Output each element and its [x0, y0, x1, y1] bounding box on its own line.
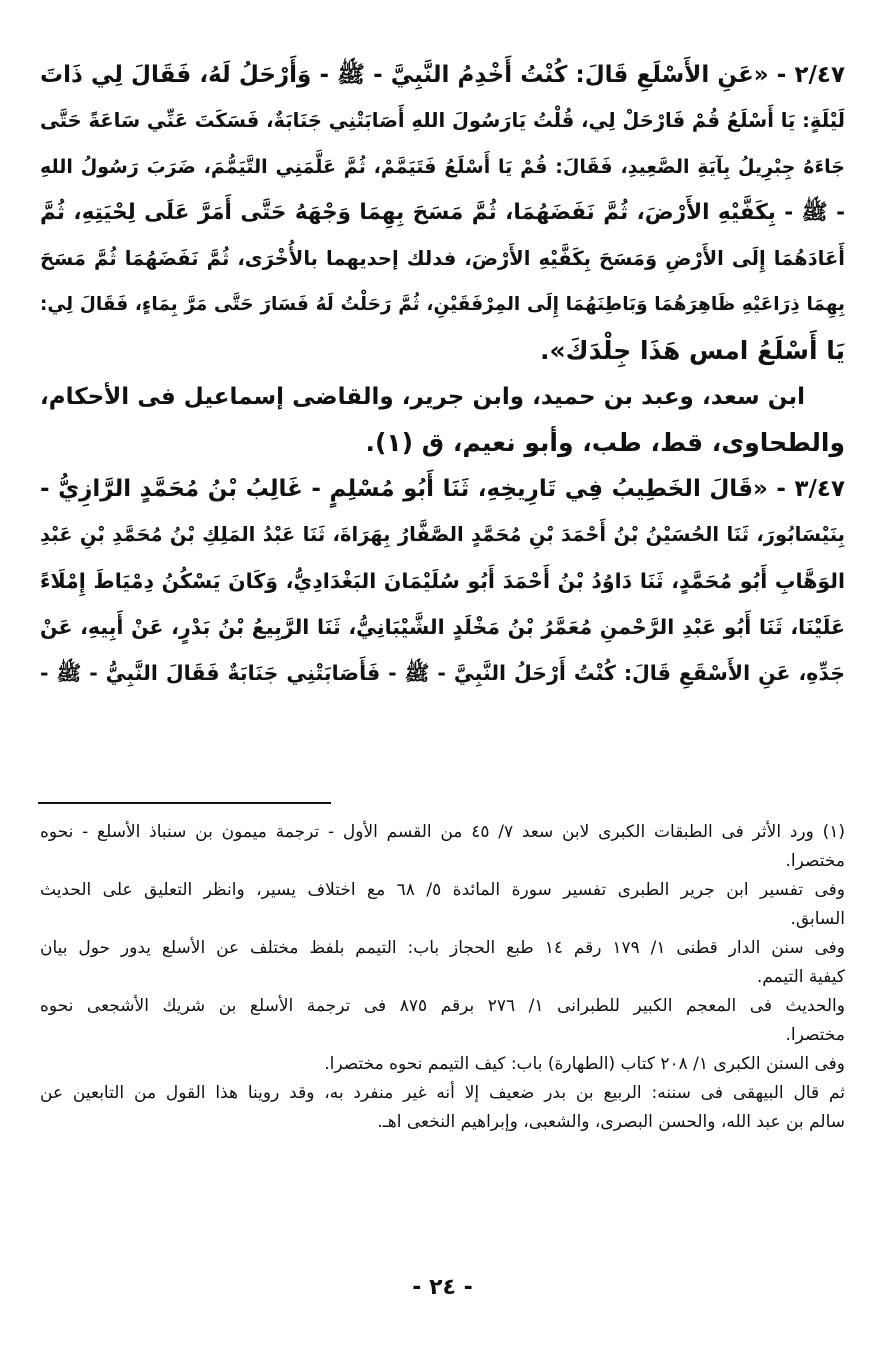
text-line: ٢/٤٧ - «عَنِ الأَسْلَعِ قَالَ: كُنْتُ أَخْدِمُ النَّبِيَّ - ﷺ - وَأَرْحَلُ لَهُ، فَقَالَ لِي ذَاتَ: [40, 62, 845, 88]
footnote-line: مختصرا.: [785, 851, 845, 871]
text-line: ٣/٤٧ - «قَالَ الخَطِيبُ فِي تَارِيخِهِ، ثَنَا أَبُو مُسْلِمٍ - غَالِبُ بْنُ مُحَمَّدٍ الرَّازِيُّ -: [40, 476, 845, 502]
footnote-line: ثم قال البيهقى فى سننه: الربيع بن بدر ضعيف إلا أنه غير منفرد به، وقد روينا هذا القول من التابعين عن: [40, 1083, 845, 1103]
text-line: أَعَادَهُمَا إِلَى الأَرْضِ وَمَسَحَ بِكَفَّيْهِ الأَرْضَ، فدلك إحديهما بالأُخْرَى، ثُمَّ نَفَضَهُمَا ثُمَّ مَسَحَ: [40, 247, 845, 270]
text-line: عَلَيْنَا، ثَنَا أَبُو عَبْدِ الرَّحْمنِ مُعَمَّرُ بْنُ مَخْلَدٍ الشَّيْبَانِيُّ، ثَنَا الرَّبِيعُ بْنُ بَدْرٍ، عَنْ أَبِيهِ، عَنْ: [40, 615, 845, 639]
footnote-line: كيفية التيمم.: [756, 967, 845, 987]
footnote-line: سالم بن عبد الله، والحسن البصرى، والشعبى، وإبراهيم النخعى اهـ.: [377, 1112, 845, 1132]
text-line: والطحاوى، قط، طب، وأبو نعيم، ق (١).: [365, 428, 845, 457]
text-line: - ﷺ - بِكَفَّيْهِ الأَرْضَ، ثُمَّ نَفَضَهُمَا، ثُمَّ مَسَحَ بِهِمَا وَجْهَهُ حَتَّى أَمَرَّ عَلَى لِحْيَتِهِ، ثُمَّ: [40, 200, 845, 225]
footnote-line: وفى تفسير ابن جرير الطبرى تفسير سورة المائدة ٥/ ٦٨ مع اختلاف يسير، وانظر التعليق على الحديث: [40, 880, 845, 900]
main-text: [40, 52, 845, 696]
text-line: بِهِمَا ذِرَاعَيْهِ ظَاهِرَهُمَا وَبَاطِنَهُمَا إِلَى المِرْفَقَيْنِ، ثُمَّ رَحَلْتُ لَهُ فَسَارَ حَتَّى مَرَّ بِمَاءٍ، فَقَالَ لِي:: [40, 294, 845, 315]
footnote-line: والحديث فى المعجم الكبير للطبرانى ١/ ٢٧٦ برقم ٨٧٥ فى ترجمة الأسلع بن شريك الأشجعى نحوه: [40, 996, 845, 1016]
footnote-line: وفى السنن الكبرى ١/ ٢٠٨ كتاب (الطهارة) باب: كيف التيمم نحوه مختصرا.: [324, 1054, 845, 1074]
footnotes: [40, 818, 845, 1137]
page-number: - ٢٤ -: [412, 1275, 473, 1300]
footnote-line: السابق.: [790, 909, 845, 929]
footnote-line: مختصرا.: [785, 1025, 845, 1045]
text-line: الوَهَّابِ أَبُو مُحَمَّدٍ، ثَنَا دَاوُدُ بْنُ أَحْمَدَ أَبُو سُلَيْمَانَ البَغْدَادِيُّ، وَكَانَ يَسْكُنُ دِمْيَاطَ إِمْلَاءً: [40, 569, 845, 593]
text-line: لَيْلَةٍ: يَا أَسْلَعُ قُمْ فَارْحَلْ لِي، قُلْتُ يَارَسُولَ اللهِ أَصَابَتْنِي جَنَابَةٌ، فَسَكَتَ عَنِّي سَاعَةً حَتَّى: [40, 109, 845, 132]
footnote-line: (١) ورد الأثر فى الطبقات الكبرى لابن سعد ٧/ ٤٥ من القسم الأول - ترجمة ميمون بن سنباذ الأسلع - نحوه: [40, 822, 845, 842]
text-line: ابن سعد، وعبد بن حميد، وابن جرير، والقاضى إسماعيل فى الأحكام،: [40, 384, 805, 410]
footnote-separator: [38, 802, 331, 804]
text-line: بِنَيْسَابُورَ، ثَنَا الحُسَيْنُ بْنُ أَحْمَدَ بْنِ مُحَمَّدٍ الصَّفَّارُ بِهَرَاةَ، ثَنَا عَبْدُ المَلِكِ بْنُ مُحَمَّدِ بْنِ عَبْدِ: [40, 523, 845, 546]
text-line: جَدِّهِ، عَنِ الأَسْقَعِ قَالَ: كُنْتُ أَرْحَلُ النَّبِيَّ - ﷺ - فَأَصَابَتْنِي جَنَابَةٌ فَقَالَ النَّبِيُّ - ﷺ -: [40, 661, 845, 685]
text-line: يَا أَسْلَعُ امس هَذَا جِلْدَكَ».: [540, 336, 845, 365]
footnote-line: وفى سنن الدار قطنى ١/ ١٧٩ رقم ١٤ طبع الحجاز باب: التيمم بلفظ مختلف عن الأسلع يدور حول بيان: [40, 938, 845, 958]
text-line: جَاءَهُ جِبْرِيلُ بِآيَةِ الصَّعِيدِ، فَقَالَ: قُمْ يَا أَسْلَعُ فَتَيَمَّمْ، ثُمَّ عَلَّمَنِي التَّيَمُّمَ، ضَرَبَ رَسُولُ اللهِ: [40, 156, 845, 178]
